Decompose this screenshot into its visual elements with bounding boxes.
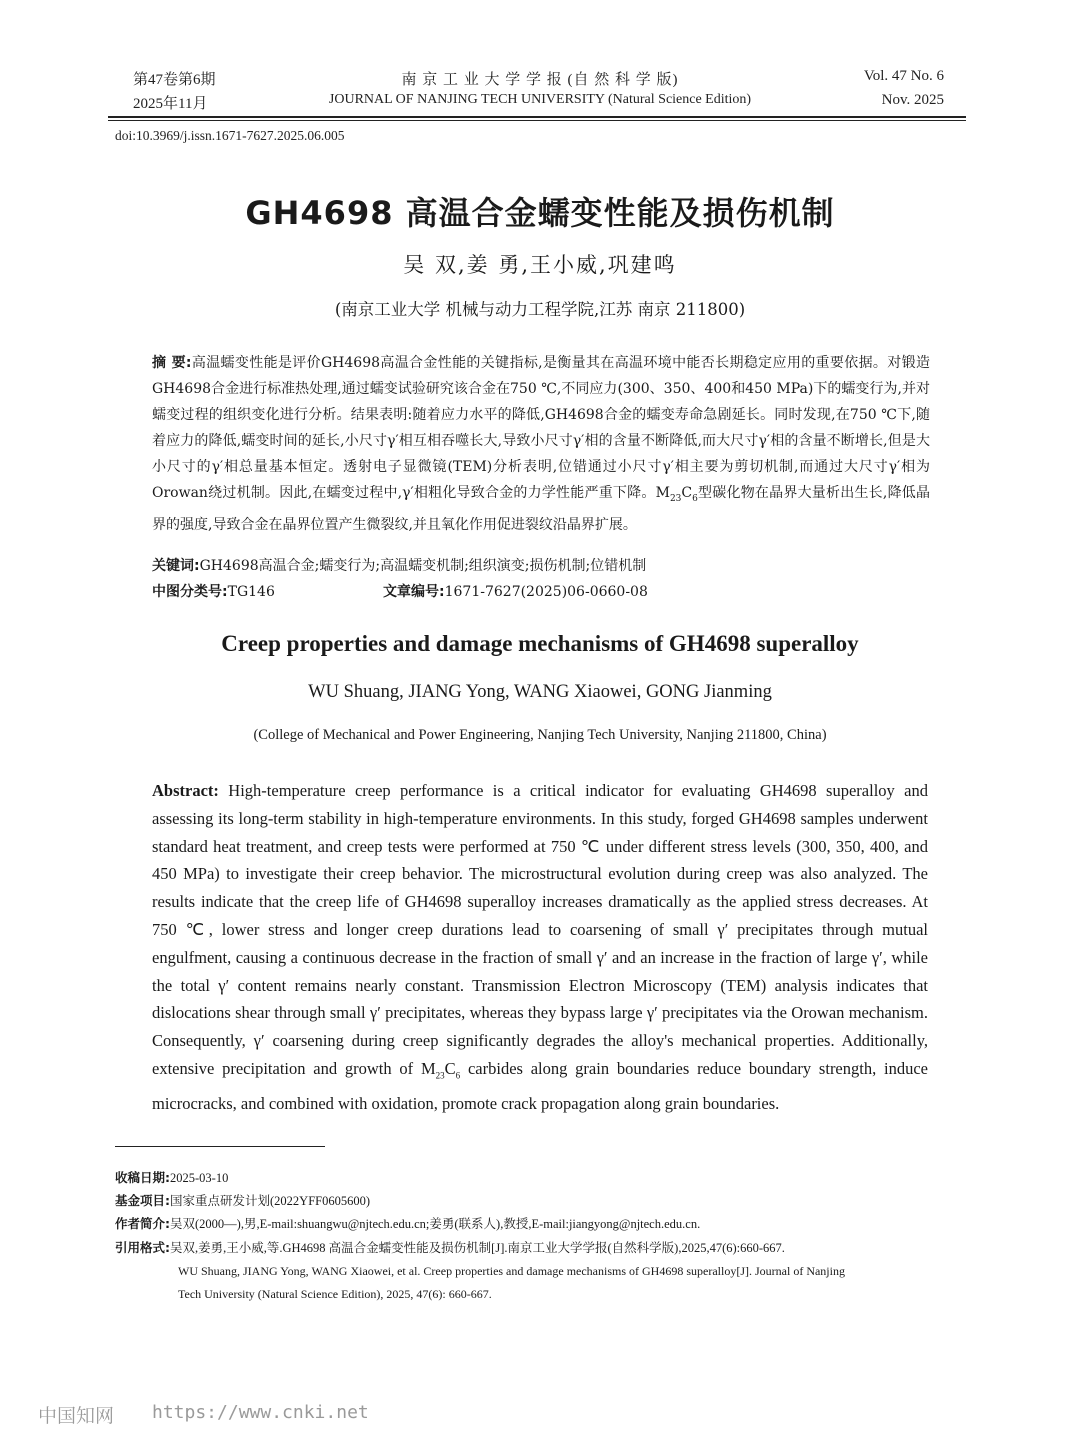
citation-cn: 吴双,姜勇,王小威,等.GH4698 高温合金蠕变性能及损伤机制[J].南京工业大学学报(自然科学版),2025,47(6):660-667.	[170, 1241, 785, 1255]
keywords-cn-text: GH4698高温合金;蠕变行为;高温蠕变机制;组织演变;损伤机制;位错机制	[199, 558, 647, 574]
watermark-url[interactable]: https://www.cnki.net	[152, 1402, 369, 1423]
classification	[152, 579, 275, 605]
keywords-cn	[152, 553, 930, 579]
authors-en: WU Shuang, JIANG Yong, WANG Xiaowei, GONG Jianming	[308, 682, 772, 702]
abstract-cn-text-2: 型碳化物在晶界大量析出生长,降低晶界的强度,导致合金在晶界位置产生微裂纹,并且氧化作用促进裂纹沿晶界扩展。	[152, 485, 931, 533]
abstract-en-text-1: High-temperature creep performance is a critical indicator for evaluating GH4698 superalloy and assessing its long-term stability in high-temperature environments. In this study, forged GH4698 samples underwent standard heat treatment, and creep tests were performed at 750 ℃ under different stress levels (300, 350, 400, and 450 MPa) to investigate their creep behavior. The microstructural evolution during creep was also analyzed. The results indicate that the creep life of GH4698 superalloy increases dramatically as the applied stress decreases. At 750 ℃, lower stress and longer creep durations lead to coarsening of small γ′ precipitates through mutual engulfment, causing a continuous decrease in the fraction of small γ′ and an increase in the fraction of large γ′, while the total γ′ content remains nearly constant. Transmission Electron Microscopy (TEM) analysis indicates that dislocations shear through small γ′ precipitates, whereas they bypass large γ′ precipitates via the Orowan mechanism. Consequently, γ′ coarsening during creep significantly degrades the alloy's mechanical properties. Additionally, extensive precipitation and growth of M	[152, 781, 928, 1078]
citation-label: 引用格式:	[115, 1240, 170, 1255]
abstract-en-sub-2: 6	[455, 1070, 461, 1081]
author-info-text: 吴双(2000—),男,E-mail:shuangwu@njtech.edu.cn;姜勇(联系人),教授,E-mail:jiangyong@njtech.edu.cn.	[170, 1217, 701, 1231]
date-en: Nov. 2025	[881, 92, 944, 108]
abstract-en	[152, 777, 928, 1118]
author-info-label: 作者简介:	[115, 1216, 170, 1231]
abstract-cn-sub-2: 6	[692, 493, 698, 504]
fund-text: 国家重点研发计划(2022YFF0605600)	[170, 1194, 371, 1208]
citation-en-line-1: WU Shuang, JIANG Yong, WANG Xiaowei, et al. Creep properties and damage mechanisms of GH4698 superalloy[J]. Journal of Nanjing	[178, 1264, 845, 1278]
journal-title-cn: 南 京 工 业 大 学 学 报 (自 然 科 学 版)	[401, 72, 679, 88]
abstract-cn-sub-1: 23	[669, 493, 682, 504]
footnote-received	[115, 1166, 975, 1190]
affiliation-cn: (南京工业大学 机械与动力工程学院,江苏 南京 211800)	[334, 300, 746, 319]
article-number	[383, 579, 648, 605]
article-number-label: 文章编号:	[383, 584, 445, 600]
classification-label: 中图分类号:	[152, 584, 228, 600]
article-number-value: 1671-7627(2025)06-0660-08	[444, 584, 648, 600]
journal-title-en: JOURNAL OF NANJING TECH UNIVERSITY (Natural Science Edition)	[328, 92, 752, 107]
abstract-cn-c: C	[681, 485, 693, 501]
authors-cn: 吴 双,姜 勇,王小威,巩建鸣	[403, 253, 677, 277]
volume-issue-en: Vol. 47 No. 6	[863, 68, 944, 84]
received-label: 收稿日期:	[115, 1170, 170, 1185]
abstract-en-label: Abstract:	[152, 781, 219, 800]
keywords-cn-label: 关键词:	[152, 558, 200, 574]
footnote-rule	[115, 1146, 325, 1147]
footnote-fund	[115, 1189, 975, 1213]
abstract-cn-text-1: 高温蠕变性能是评价GH4698高温合金性能的关键指标,是衡量其在高温环境中能否长期稳定应用的重要依据。对锻造GH4698合金进行标准热处理,通过蠕变试验研究该合金在750 ℃,不同应力(300、350、400和450 MPa)下的蠕变行为,并对蠕变过程的组织变化进行分析。结果表明:随着应力水平的降低,GH4698合金的蠕变寿命急剧延长。同时发现,在750 ℃下,随着应力的降低,蠕变时间的延长,小尺寸γ′相互相吞噬长大,导致小尺寸γ′相的含量不断降低,而大尺寸γ′相的含量不断增长,但是大小尺寸的γ′相总量基本恒定。透射电子显微镜(TEM)分析表明,位错通过小尺寸γ′相主要为剪切机制,而通过大尺寸γ′相为Orowan绕过机制。因此,在蠕变过程中,γ′相粗化导致合金的力学性能严重下降。M	[152, 355, 930, 501]
classification-value: TG146	[227, 584, 275, 600]
abstract-cn-label: 摘 要:	[152, 355, 192, 371]
abstract-en-text-2: carbides along grain boundaries reduce boundary strength, induce microcracks, and combined with oxidation, promote crack propagation along grain boundaries.	[152, 1058, 928, 1114]
received-date: 2025-03-10	[170, 1171, 229, 1185]
doi: doi:10.3969/j.issn.1671-7627.2025.06.005	[115, 128, 345, 143]
fund-label: 基金项目:	[115, 1193, 170, 1208]
header-rule	[108, 116, 966, 118]
abstract-cn	[152, 350, 930, 538]
citation-en-line-2: Tech University (Natural Science Edition), 2025, 47(6): 660-667.	[178, 1287, 492, 1301]
date-cn: 2025年11月	[133, 96, 208, 112]
paper-title-en: Creep properties and damage mechanisms of GH4698 superalloy	[221, 631, 859, 656]
header-rule-thin	[108, 120, 966, 121]
paper-title-cn: GH4698 高温合金蠕变性能及损伤机制	[245, 194, 835, 232]
volume-issue-cn: 第47卷第6期	[133, 72, 216, 88]
footnote-author	[115, 1212, 975, 1236]
watermark-site: 中国知网	[38, 1405, 115, 1427]
footnote-citation	[115, 1236, 975, 1260]
affiliation-en: (College of Mechanical and Power Engineering, Nanjing Tech University, Nanjing 211800, China)	[253, 727, 827, 743]
abstract-en-sub-1: 23	[435, 1070, 445, 1081]
abstract-en-c: C	[444, 1058, 456, 1078]
